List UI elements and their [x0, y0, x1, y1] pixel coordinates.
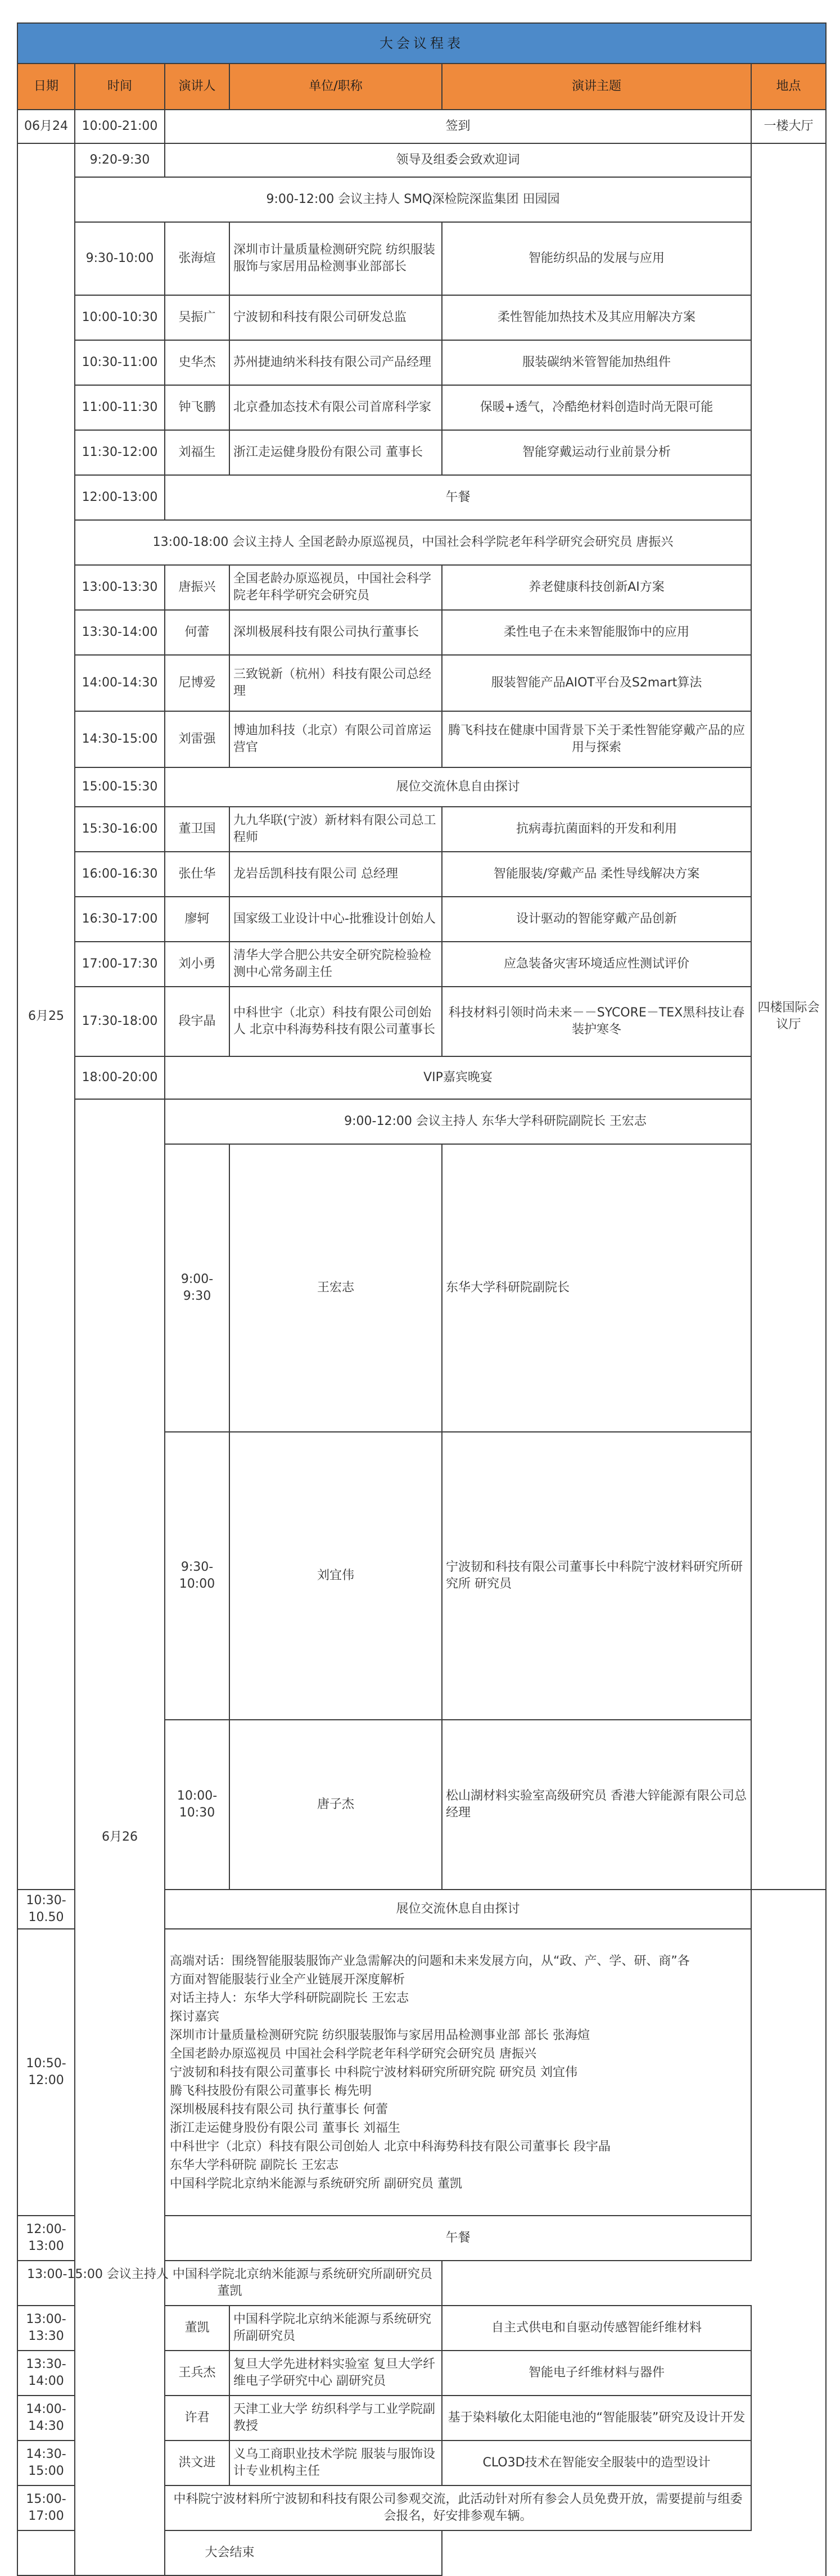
unit-cell: 清华大学合肥公共安全研究院检验检测中心常务副主任: [229, 942, 442, 987]
guest-item: 深圳市计量质量检测研究院 纺织服装服饰与家居用品检测事业部 部长 张海煊: [170, 2028, 590, 2042]
table-row: [17, 475, 826, 520]
speaker-cell: 尼博爱: [165, 655, 229, 711]
guest-item: 浙江走运健身股份有限公司 董事长 刘福生: [170, 2121, 400, 2135]
time-cell: 15:30-16:00: [75, 807, 165, 852]
unit-cell: 义乌工商职业技术学院 服装与服饰设计专业机构主任: [229, 2441, 442, 2485]
closing-cell: 大会结束: [17, 2530, 442, 2575]
table-row: [17, 385, 826, 430]
speaker-cell: 洪文进: [165, 2441, 229, 2485]
speaker-cell: 许君: [165, 2396, 229, 2441]
topic-cell: 智能服装/穿戴产品 柔性导线解决方案: [442, 852, 751, 897]
host-cell: 9:00-12:00 会议主持人 东华大学科研院副院长 王宏志: [165, 1099, 826, 1144]
speaker-cell: 廖轲: [165, 897, 229, 942]
break-cell: 展位交流休息自由探讨: [165, 767, 751, 807]
topic-cell: 智能纺织品的发展与应用: [442, 222, 751, 295]
topic-cell: 柔性电子在未来智能服饰中的应用: [442, 610, 751, 655]
speaker-cell: 刘宜伟: [229, 1432, 442, 1720]
guest-item: 中科世宇（北京）科技有限公司创始人 北京中科海势科技有限公司董事长 段宇晶: [170, 2139, 611, 2154]
time-cell: 10:30-11:00: [75, 340, 165, 385]
time-cell: 14:00-14:30: [17, 2396, 75, 2441]
time-cell: 13:00-13:30: [75, 565, 165, 610]
speaker-cell: 王兵杰: [165, 2351, 229, 2396]
speaker-cell: 董凯: [165, 2306, 229, 2351]
table-row: [17, 711, 826, 767]
speaker-cell: 段宇晶: [165, 987, 229, 1056]
guest-item: 深圳极展科技有限公司 执行董事长 何蕾: [170, 2102, 388, 2117]
unit-cell: 博迪加科技（北京）有限公司首席运营官: [229, 711, 442, 767]
unit-cell: 苏州捷迪纳米科技有限公司产品经理: [229, 340, 442, 385]
time-cell: 18:00-20:00: [75, 1056, 165, 1099]
agenda-container: [17, 22, 825, 2560]
unit-cell: 北京叠加态技术有限公司首席科学家: [229, 385, 442, 430]
unit-cell: 三致锐新（杭州）科技有限公司总经理: [229, 655, 442, 711]
unit-cell: 深圳市计量质量检测研究院 纺织服装服饰与家居用品检测事业部部长: [229, 222, 442, 295]
topic-cell: 服装碳纳米管智能加热组件: [442, 340, 751, 385]
table-row: [17, 430, 826, 475]
header-topic: 演讲主题: [442, 64, 751, 110]
topic-cell: 科技材料引领时尚未来－－SYCORE－TEX黑科技让春装护寒冬: [442, 987, 751, 1056]
time-cell: 15:00-17:00: [17, 2485, 75, 2530]
time-cell: 17:30-18:00: [75, 987, 165, 1056]
topic-cell: 腾飞科技在健康中国背景下关于柔性智能穿戴产品的应用与探索: [442, 711, 751, 767]
speaker-cell: 史华杰: [165, 340, 229, 385]
unit-cell: 龙岩岳凯科技有限公司 总经理: [229, 852, 442, 897]
date-cell: 6月25: [17, 143, 75, 1890]
host-cell: 13:00-15:00 会议主持人 中国科学院北京纳米能源与系统研究所副研究员 董凯: [17, 2261, 442, 2306]
dinner-cell: VIP嘉宾晚宴: [165, 1056, 751, 1099]
time-cell: 10:00-21:00: [75, 110, 165, 143]
welcome-cell: 领导及组委会致欢迎词: [165, 143, 751, 177]
host-cell: 13:00-18:00 会议主持人 全国老龄办原巡视员，中国社会科学院老年科学研究会研究员 唐振兴: [75, 520, 751, 565]
header-speaker: 演讲人: [165, 64, 229, 110]
speaker-cell: 王宏志: [229, 1144, 442, 1432]
time-cell: 15:00-15:30: [75, 767, 165, 807]
speaker-cell: 唐子杰: [229, 1720, 442, 1890]
time-cell: 9:00-9:30: [165, 1144, 229, 1432]
topic-cell: 抗病毒抗菌面料的开发和利用: [442, 807, 751, 852]
time-cell: 10:00-10:30: [165, 1720, 229, 1890]
break-cell: 展位交流休息自由探讨: [165, 1890, 751, 1929]
unit-cell: 中国科学院北京纳米能源与系统研究所副研究员: [229, 2306, 442, 2351]
date-cell: 6月26: [75, 1099, 165, 2575]
speaker-cell: 刘小勇: [165, 942, 229, 987]
guest-item: 全国老龄办原巡视员 中国社会科学院老年科学研究会研究员 唐振兴: [170, 2046, 536, 2061]
unit-cell: 宁波韧和科技有限公司董事长中科院宁波材料研究所研究所 研究员: [442, 1432, 751, 1720]
topic-cell: 自主式供电和自驱动传感智能纤维材料: [442, 2306, 751, 2351]
dialogue-cell: [165, 1929, 751, 2216]
header-date: 日期: [17, 64, 75, 110]
time-cell: 14:00-14:30: [75, 655, 165, 711]
time-cell: 9:20-9:30: [75, 143, 165, 177]
speaker-cell: 何蕾: [165, 610, 229, 655]
date-cell: 06月24: [17, 110, 75, 143]
table-row: [17, 807, 826, 852]
table-row: [17, 897, 826, 942]
table-row: [17, 222, 826, 295]
topic-cell: 养老健康科技创新AI方案: [442, 565, 751, 610]
table-row: [17, 942, 826, 987]
speaker-cell: 刘雷强: [165, 711, 229, 767]
unit-cell: 深圳极展科技有限公司执行董事长: [229, 610, 442, 655]
speaker-cell: 张仕华: [165, 852, 229, 897]
header-row: [17, 64, 826, 110]
table-row: [17, 655, 826, 711]
time-cell: 12:00-13:00: [17, 2216, 75, 2261]
time-cell: 11:30-12:00: [75, 430, 165, 475]
speaker-cell: 吴振广: [165, 295, 229, 340]
time-cell: 14:30-15:00: [17, 2441, 75, 2485]
title-row: [17, 23, 826, 64]
topic-cell: CLO3D技术在智能安全服装中的造型设计: [442, 2441, 751, 2485]
topic-cell: 柔性智能加热技术及其应用解决方案: [442, 295, 751, 340]
time-cell: 14:30-15:00: [75, 711, 165, 767]
agenda-title: 大会议程表: [17, 23, 826, 64]
guest-item: 腾飞科技股份有限公司董事长 梅先明: [170, 2084, 372, 2098]
time-cell: 16:00-16:30: [75, 852, 165, 897]
table-row: [17, 767, 826, 807]
host-row: [17, 177, 826, 222]
guest-item: 宁波韧和科技有限公司董事长 中科院宁波材料研究所研究院 研究员 刘宜伟: [170, 2065, 577, 2080]
dialogue-guests-heading: 探讨嘉宾: [170, 2009, 220, 2024]
unit-cell: 东华大学科研院副院长: [442, 1144, 751, 1432]
host-row: [17, 520, 826, 565]
table-row: [17, 295, 826, 340]
visit-cell: 中科院宁波材料所宁波韧和科技有限公司参观交流，此活动针对所有参会人员免费开放，需要提前与组委会报名，好安排参观车辆。: [165, 2485, 751, 2530]
time-cell: 12:00-13:00: [75, 475, 165, 520]
topic-cell: 设计驱动的智能穿戴产品创新: [442, 897, 751, 942]
speaker-cell: 董卫国: [165, 807, 229, 852]
dialogue-line: 方面对智能服装行业全产业链展开深度解析: [170, 1972, 405, 1987]
table-row: [17, 1056, 826, 1099]
speaker-cell: 张海煊: [165, 222, 229, 295]
time-cell: 9:30-10:00: [75, 222, 165, 295]
unit-cell: 天津工业大学 纺织科学与工业学院副教授: [229, 2396, 442, 2441]
unit-cell: 复旦大学先进材料实验室 复旦大学纤维电子学研究中心 副研究员: [229, 2351, 442, 2396]
header-unit: 单位/职称: [229, 64, 442, 110]
unit-cell: 中科世宇（北京）科技有限公司创始人 北京中科海势科技有限公司董事长: [229, 987, 442, 1056]
speaker-cell: 唐振兴: [165, 565, 229, 610]
guest-item: 中国科学院北京纳米能源与系统研究所 副研究员 董凯: [170, 2176, 462, 2191]
time-cell: 17:00-17:30: [75, 942, 165, 987]
unit-cell: 松山湖材料实验室高级研究员 香港大锌能源有限公司总经理: [442, 1720, 751, 1890]
time-cell: 9:30-10:00: [165, 1432, 229, 1720]
header-time: 时间: [75, 64, 165, 110]
table-row: [17, 2530, 826, 2575]
time-cell: 16:30-17:00: [75, 897, 165, 942]
checkin-cell: 签到: [165, 110, 751, 143]
topic-cell: 应急装备灾害环境适应性测试评价: [442, 942, 751, 987]
table-row: [17, 852, 826, 897]
host-cell: 9:00-12:00 会议主持人 SMQ深检院深监集团 田园园: [75, 177, 751, 222]
speaker-cell: 钟飞鹏: [165, 385, 229, 430]
time-cell: 13:00-13:30: [17, 2306, 75, 2351]
time-cell: 10:50-12:00: [17, 1929, 75, 2216]
unit-cell: 宁波韧和科技有限公司研发总监: [229, 295, 442, 340]
time-cell: 13:30-14:00: [75, 610, 165, 655]
table-row: [17, 987, 826, 1056]
topic-cell: 保暖+透气，冷酷绝材料创造时尚无限可能: [442, 385, 751, 430]
dialogue-host: 对话主持人：东华大学科研院副院长 王宏志: [170, 1991, 409, 2005]
table-row: [17, 110, 826, 143]
place-cell: 一楼大厅: [751, 110, 826, 143]
agenda-table: [17, 22, 827, 2576]
header-place: 地点: [751, 64, 826, 110]
time-cell: 11:00-11:30: [75, 385, 165, 430]
speaker-cell: 刘福生: [165, 430, 229, 475]
unit-cell: 九九华联(宁波）新材料有限公司总工程师: [229, 807, 442, 852]
lunch-cell: 午餐: [165, 2216, 751, 2261]
table-row: [17, 340, 826, 385]
host-row: [17, 2261, 826, 2306]
unit-cell: 浙江走运健身股份有限公司 董事长: [229, 430, 442, 475]
unit-cell: 国家级工业设计中心-批雅设计创始人: [229, 897, 442, 942]
time-cell: 13:30-14:00: [17, 2351, 75, 2396]
topic-cell: 智能电子纤维材料与器件: [442, 2351, 751, 2396]
guest-item: 东华大学科研院 副院长 王宏志: [170, 2158, 338, 2172]
lunch-cell: 午餐: [165, 475, 751, 520]
table-row: [17, 565, 826, 610]
topic-cell: 智能穿戴运动行业前景分析: [442, 430, 751, 475]
unit-cell: 全国老龄办原巡视员，中国社会科学院老年科学研究会研究员: [229, 565, 442, 610]
dialogue-line: 高端对话：围绕智能服装服饰产业急需解决的问题和未来发展方向，从“政、产、学、研、商”各: [170, 1954, 690, 1968]
place-cell: 四楼国际会议厅: [751, 143, 826, 1890]
topic-cell: 服装智能产品AIOT平台及S2mart算法: [442, 655, 751, 711]
time-cell: 10:00-10:30: [75, 295, 165, 340]
host-row: [17, 1099, 826, 1144]
table-row: [17, 143, 826, 177]
topic-cell: 基于染料敏化太阳能电池的“智能服装”研究及设计开发: [442, 2396, 751, 2441]
table-row: [17, 610, 826, 655]
time-cell: 10:30-10.50: [17, 1890, 75, 1929]
